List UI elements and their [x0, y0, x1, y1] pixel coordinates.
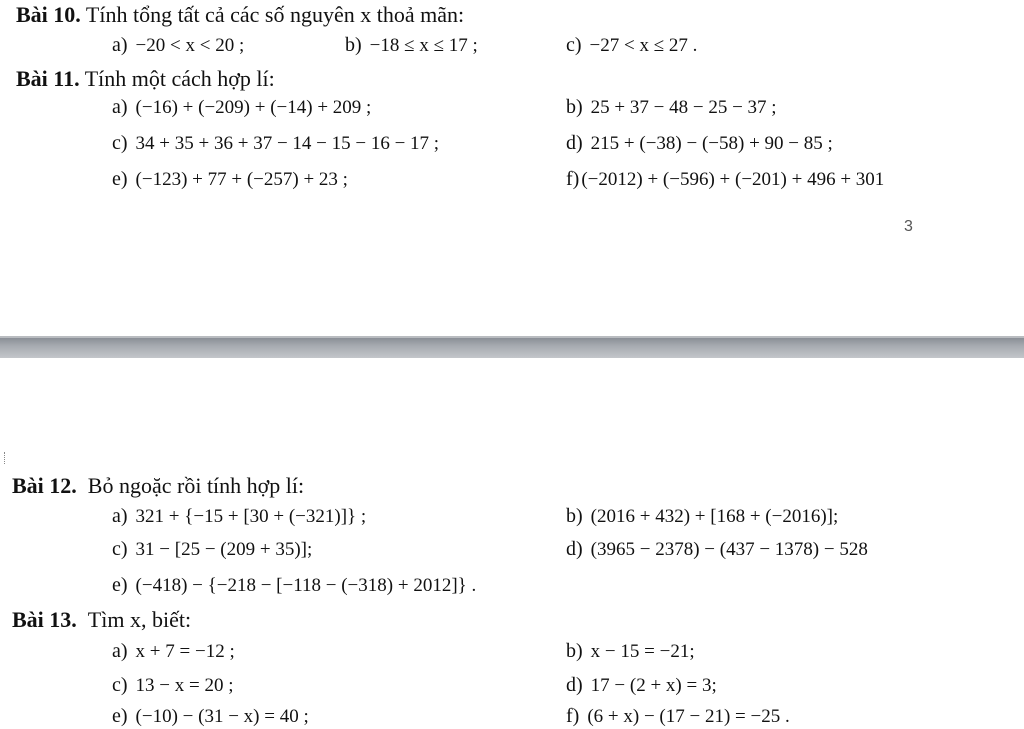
bai12-item-e — [112, 574, 476, 597]
item-expr: (−10) − (31 − x) = 40 ; — [135, 706, 309, 727]
item-expr: (−16) + (−209) + (−14) + 209 ; — [135, 97, 372, 118]
bai13-item-e — [112, 705, 309, 728]
page-number: 3 — [904, 218, 913, 235]
item-label: a) — [112, 505, 128, 527]
bai11-item-d — [566, 132, 833, 155]
bai13-item-c — [112, 674, 234, 697]
bai13-item-d — [566, 674, 717, 697]
item-label: b) — [566, 640, 583, 662]
item-label: f) — [566, 168, 580, 190]
bai12-title: Bài 12. — [12, 473, 77, 498]
item-label: b) — [345, 34, 362, 56]
bai11-text: Tính một cách hợp lí: — [84, 66, 275, 91]
item-expr: 321 + {−15 + [30 + (−321)]} ; — [135, 506, 367, 527]
item-label: d) — [566, 674, 583, 696]
bai11-item-b — [566, 96, 777, 119]
item-label: c) — [112, 132, 128, 154]
bai10-item-c — [566, 34, 697, 57]
item-expr: 215 + (−38) − (−58) + 90 − 85 ; — [590, 133, 833, 154]
bai13-item-b — [566, 640, 695, 663]
bai13-item-f — [566, 705, 790, 728]
bai10-heading — [16, 2, 464, 28]
bai13-heading — [12, 607, 191, 633]
item-expr: x + 7 = −12 ; — [135, 641, 235, 662]
bai10-item-b — [345, 34, 478, 57]
item-label: a) — [112, 34, 128, 56]
bai11-item-c — [112, 132, 439, 155]
item-label: f) — [566, 705, 580, 727]
item-expr: 34 + 35 + 36 + 37 − 14 − 15 − 16 − 17 ; — [135, 133, 440, 154]
item-label: e) — [112, 168, 128, 190]
bai11-item-f — [566, 168, 884, 191]
bai12-item-d — [566, 538, 868, 561]
bai12-item-a — [112, 505, 366, 528]
bai10-text: Tính tổng tất cả các số nguyên x thoả mãn: — [85, 2, 465, 27]
item-expr: 31 − [25 − (209 + 35)]; — [135, 539, 313, 560]
bai12-text: Bỏ ngoặc rồi tính hợp lí: — [87, 473, 305, 498]
item-label: c) — [566, 34, 582, 56]
bai11-item-e — [112, 168, 348, 191]
item-label: a) — [112, 640, 128, 662]
item-expr: −20 < x < 20 ; — [135, 35, 245, 56]
page-separator — [0, 338, 1024, 358]
item-label: a) — [112, 96, 128, 118]
item-label: b) — [566, 96, 583, 118]
item-expr: 17 − (2 + x) = 3; — [590, 675, 717, 696]
text-boundary-marker — [0, 452, 5, 464]
item-expr: (2016 + 432) + [168 + (−2016)]; — [590, 506, 839, 527]
item-expr: x − 15 = −21; — [590, 641, 695, 662]
item-label: d) — [566, 538, 583, 560]
item-label: b) — [566, 505, 583, 527]
bai13-item-a — [112, 640, 235, 663]
item-label: c) — [112, 538, 128, 560]
bai12-item-c — [112, 538, 312, 561]
bai10-item-a — [112, 34, 244, 57]
item-expr: −27 < x ≤ 27 . — [589, 35, 698, 56]
item-expr: 25 + 37 − 48 − 25 − 37 ; — [590, 97, 777, 118]
bai12-item-b — [566, 505, 838, 528]
bai13-text: Tìm x, biết: — [87, 607, 192, 632]
item-expr: (−418) − {−218 − [−118 − (−318) + 2012]} . — [135, 575, 477, 596]
item-label: e) — [112, 705, 128, 727]
bai12-heading — [12, 473, 304, 499]
bai11-title: Bài 11. — [16, 66, 80, 91]
item-label: d) — [566, 132, 583, 154]
item-expr: 13 − x = 20 ; — [135, 675, 234, 696]
item-expr: (3965 − 2378) − (437 − 1378) − 528 — [590, 539, 868, 560]
bai11-heading — [16, 66, 275, 92]
bai13-title: Bài 13. — [12, 607, 77, 632]
item-expr: (−2012) + (−596) + (−201) + 496 + 301 — [581, 169, 885, 190]
item-label: c) — [112, 674, 128, 696]
item-expr: (6 + x) − (17 − 21) = −25 . — [587, 706, 790, 727]
bai11-item-a — [112, 96, 371, 119]
item-label: e) — [112, 574, 128, 596]
item-expr: (−123) + 77 + (−257) + 23 ; — [135, 169, 348, 190]
bai10-title: Bài 10. — [16, 2, 81, 27]
item-expr: −18 ≤ x ≤ 17 ; — [369, 35, 478, 56]
